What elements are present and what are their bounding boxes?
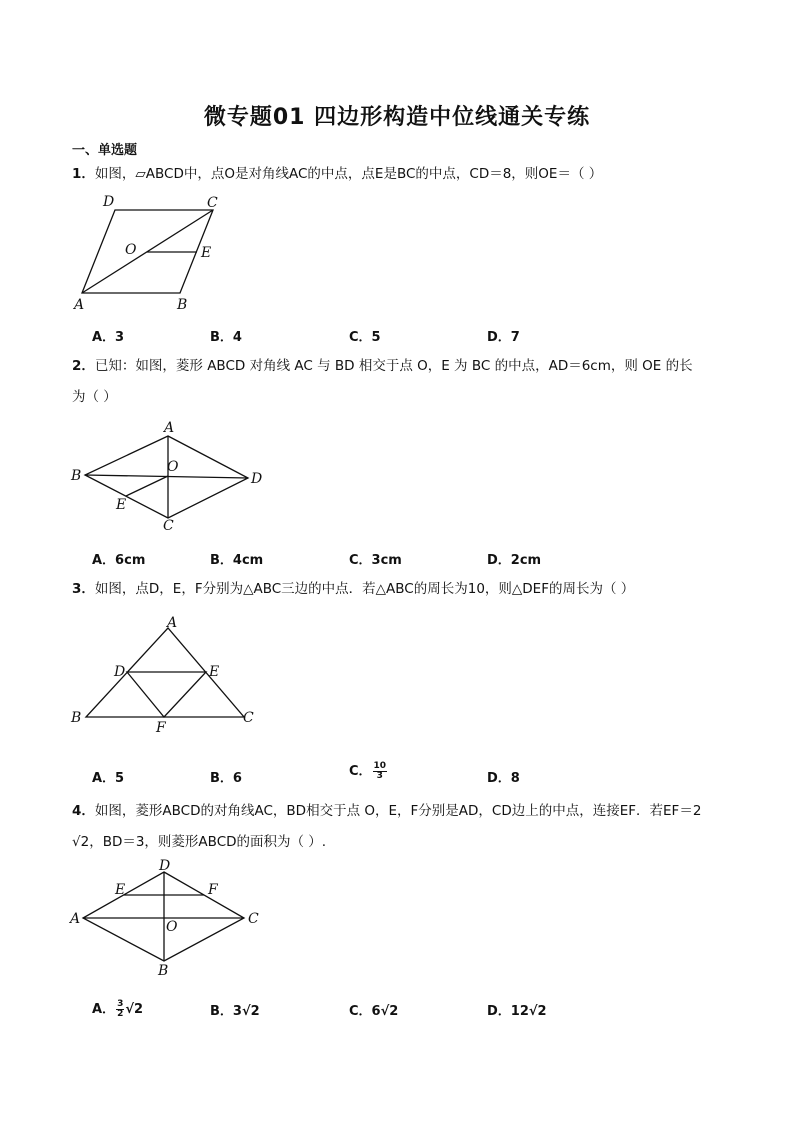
q2-option-d: D．2cm (487, 553, 542, 568)
q4-option-a (92, 998, 143, 1019)
label-e: E (209, 664, 220, 680)
q3-option-b: B．6 (210, 771, 242, 786)
q1-option-c: C．5 (349, 330, 381, 345)
label-f: F (208, 882, 218, 898)
label-d: D (114, 664, 126, 680)
label-c: C (207, 195, 218, 211)
q1-option-b: B．4 (210, 330, 242, 345)
question-number: 2． (72, 358, 95, 374)
triangle-def (127, 672, 206, 717)
label-c: C (163, 518, 174, 533)
label-b: B (177, 297, 188, 313)
q1-option-d: D．7 (487, 330, 520, 345)
segment-oe (126, 476, 168, 496)
fraction (116, 1000, 124, 1019)
label-c: C (243, 710, 254, 726)
fraction-numerator: 10 (373, 761, 387, 771)
label-a: A (70, 911, 81, 927)
question-text: 如图，菱形ABCD的对角线AC，BD相交于点 O，E，F分别是AD，CD边上的中点，连接EF．若EF＝2 (94, 803, 702, 819)
radical: √2 (125, 1002, 144, 1017)
label-d: D (159, 858, 171, 874)
question-text: 如图，点D，E，F分别为△ABC三边的中点．若△ABC的周长为10，则△DEF的周长为（ ） (94, 581, 635, 597)
question-1 (72, 164, 602, 184)
label-o: O (166, 919, 178, 935)
label-o: O (167, 459, 179, 475)
label-o: O (125, 242, 137, 258)
q4-option-c: C．6√2 (349, 1004, 399, 1019)
q2-option-b: B．4cm (210, 553, 264, 568)
triangle-figure (68, 610, 268, 735)
option-prefix: C． (349, 764, 372, 779)
label-a: A (164, 420, 175, 436)
question-number: 3． (72, 581, 95, 597)
question-3 (72, 579, 634, 599)
question-number: 1． (72, 166, 95, 182)
q1-option-a: A．3 (92, 330, 125, 345)
rhombus-figure-q2 (68, 418, 268, 533)
fraction-denominator: 3 (376, 771, 383, 781)
label-e: E (116, 497, 127, 513)
q3-option-d: D．8 (487, 771, 520, 786)
label-c: C (248, 911, 259, 927)
label-a: A (167, 615, 178, 631)
question-4-line2: √2，BD＝3，则菱形ABCD的面积为（ ）. (72, 834, 327, 850)
label-f: F (156, 720, 166, 735)
q3-option-c (349, 760, 388, 781)
label-b: B (71, 710, 82, 726)
parallelogram-figure (70, 190, 230, 315)
q4-option-d: D．12√2 (487, 1004, 547, 1019)
label-d: D (103, 194, 115, 210)
label-d: D (251, 471, 263, 487)
label-e: E (115, 882, 126, 898)
rhombus-figure-q4 (68, 858, 268, 980)
question-text: 已知：如图，菱形 ABCD 对角线 AC 与 BD 相交于点 O，E 为 BC 的中点，AD＝6cm，则 OE 的长 (94, 358, 693, 374)
fraction-denominator: 2 (117, 1009, 124, 1019)
q3-option-a: A．5 (92, 771, 125, 786)
question-2-line1 (72, 356, 693, 376)
label-e: E (201, 245, 212, 261)
fraction (373, 762, 388, 781)
q4-option-b: B．3√2 (210, 1004, 260, 1019)
q2-option-c: C．3cm (349, 553, 402, 568)
page-title: 微专题01 四边形构造中位线通关专练 (203, 105, 591, 130)
section-heading: 一、单选题 (72, 143, 138, 158)
label-a: A (74, 297, 85, 313)
label-b: B (71, 468, 82, 484)
question-2-line2: 为（ ） (72, 389, 117, 405)
question-text: 如图，▱ABCD中，点O是对角线AC的中点，点E是BC的中点，CD＝8，则OE＝（ ） (94, 166, 603, 182)
option-prefix: A． (92, 1002, 116, 1017)
question-4-line1 (72, 801, 701, 821)
question-number: 4． (72, 803, 95, 819)
label-b: B (158, 963, 169, 979)
fraction-numerator: 3 (117, 999, 124, 1009)
q2-option-a: A．6cm (92, 553, 146, 568)
